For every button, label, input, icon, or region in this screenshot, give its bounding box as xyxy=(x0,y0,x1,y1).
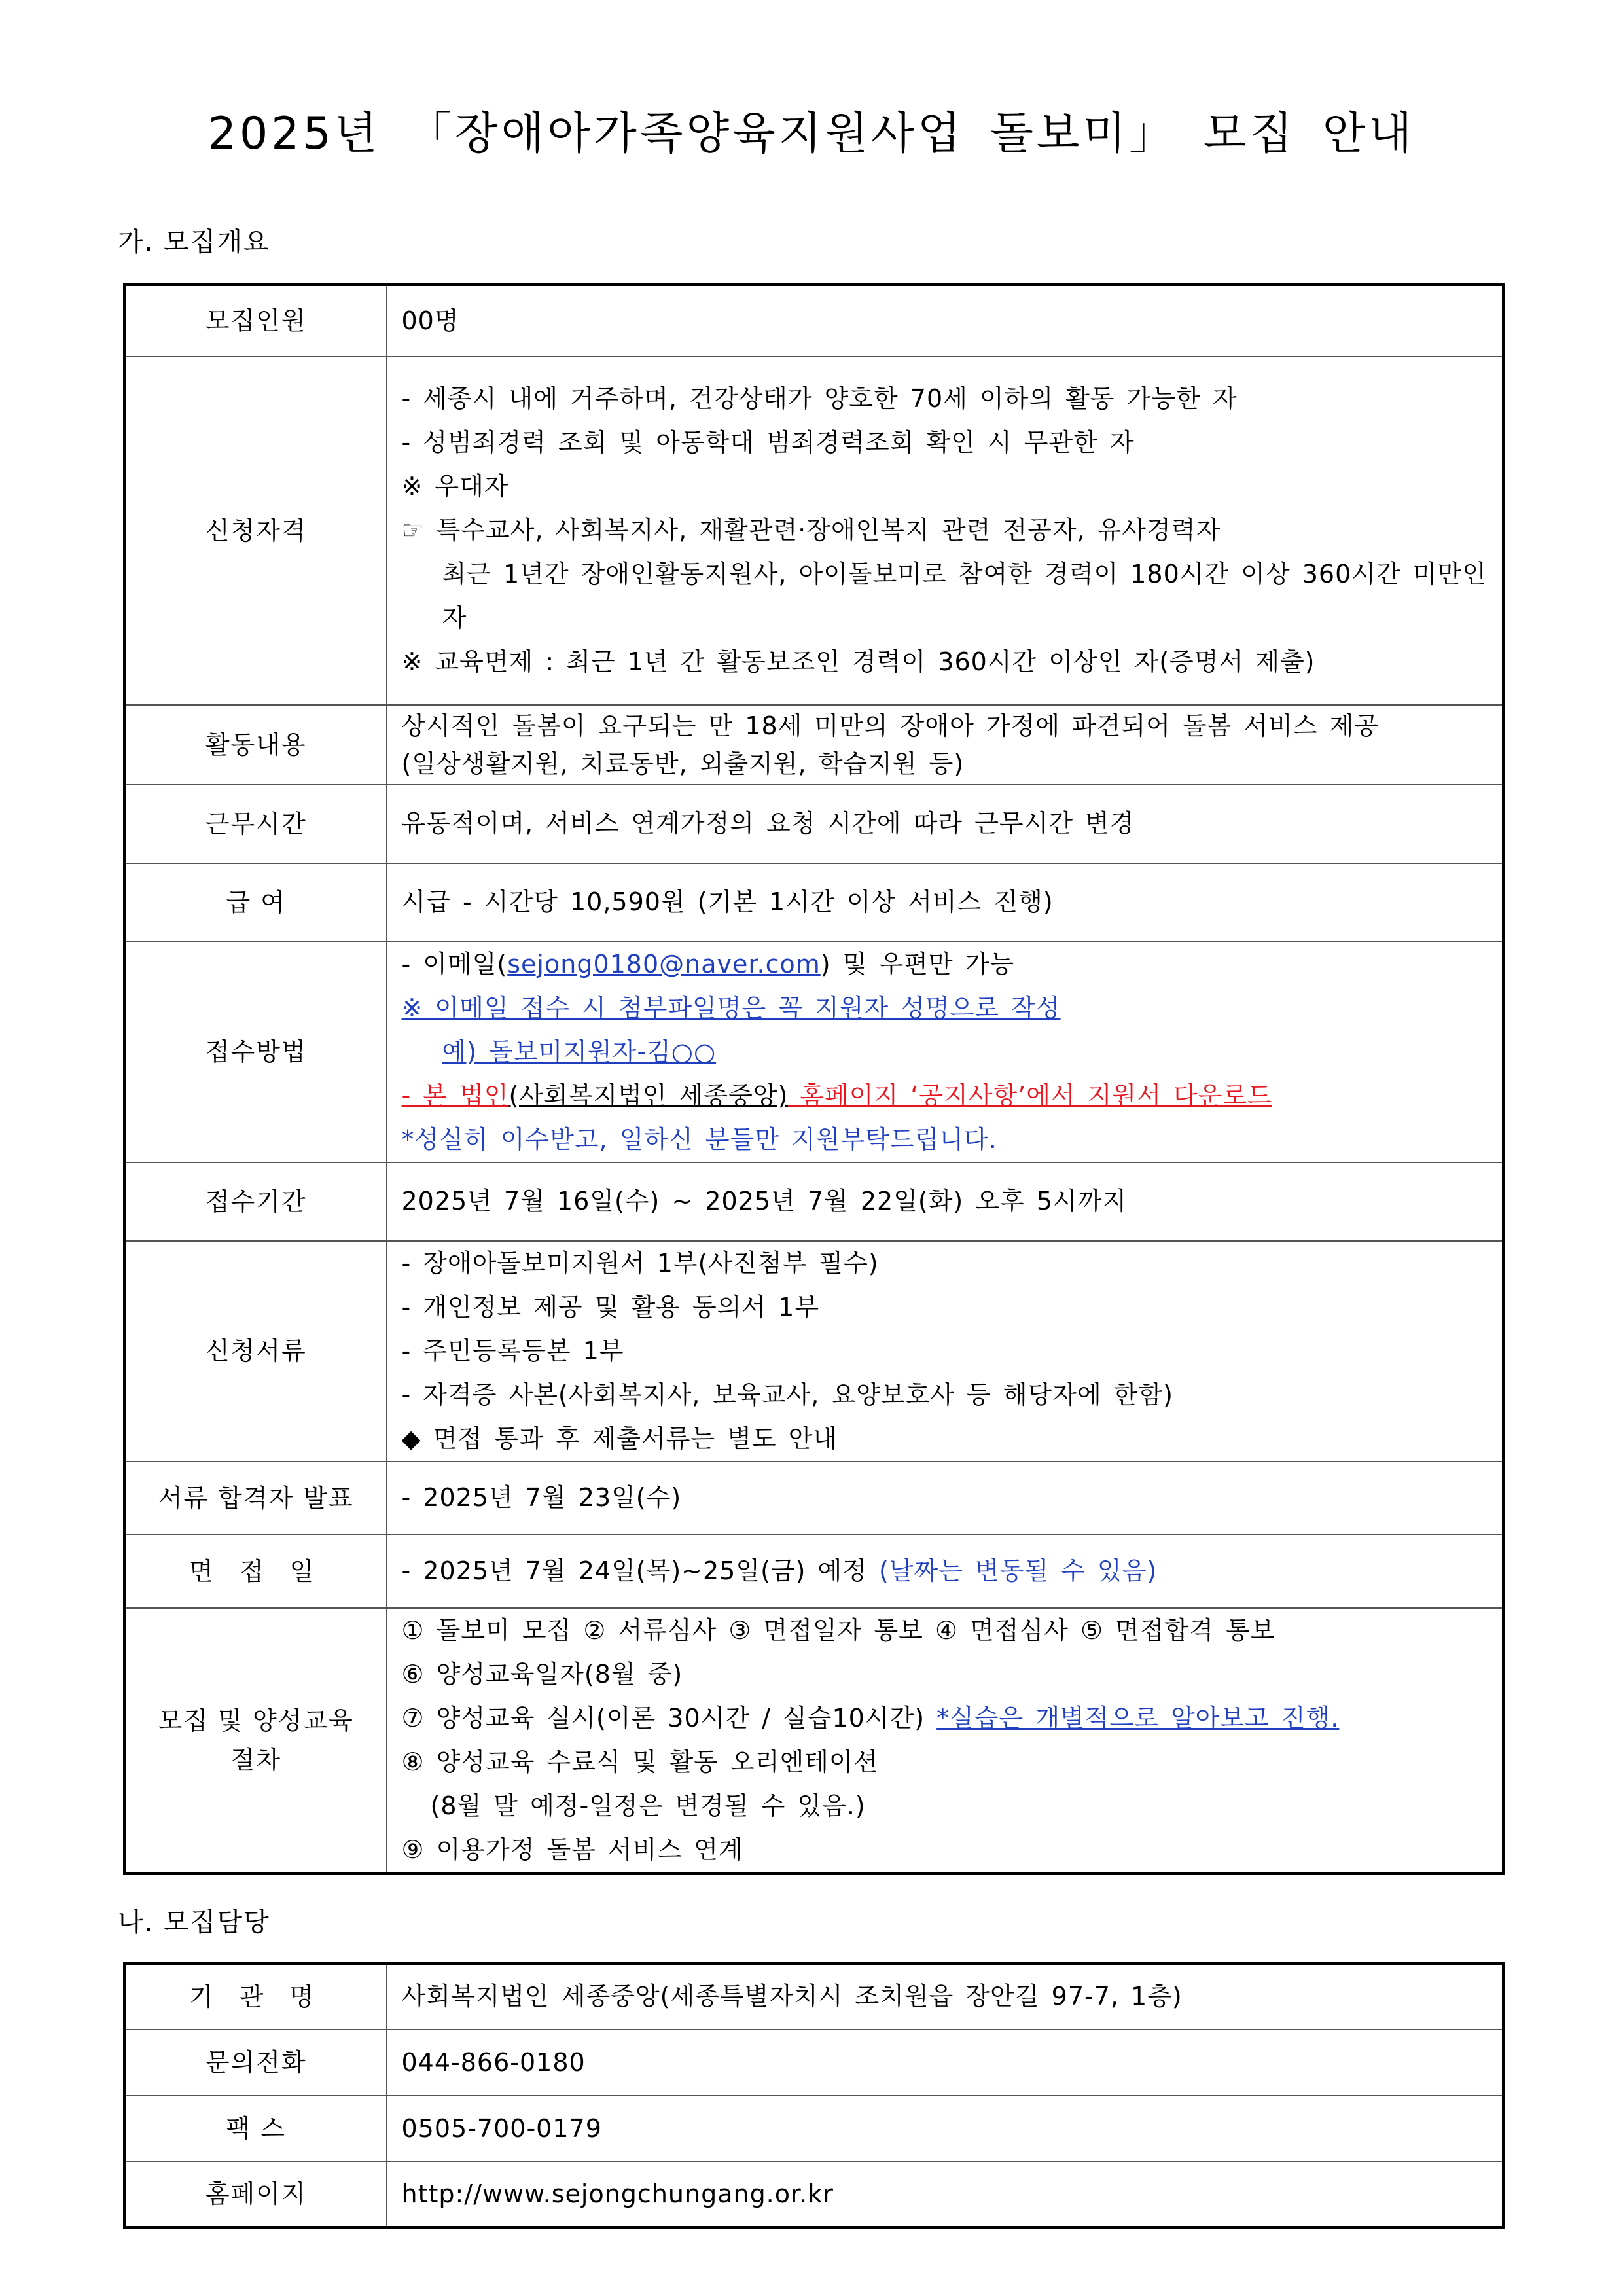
row-recruit-count xyxy=(125,285,1504,357)
row-pay xyxy=(125,863,1504,942)
interview-value xyxy=(387,1535,1504,1608)
documents-line: - 자격증 사본(사회복지사, 보육교사, 요양보호사 등 해당자에 한함) xyxy=(401,1380,1173,1409)
section-heading-overview: 가. 모집개요 xyxy=(118,227,270,257)
recruit-count-label: 모집인원 xyxy=(125,285,387,357)
phone-value: 044-866-0180 xyxy=(387,2030,1504,2096)
interview-label: 면 접 일 xyxy=(125,1535,387,1608)
qualification-line: - 성범죄경력 조회 및 아동학대 범죄경력조회 확인 시 무관한 자 xyxy=(401,428,1135,457)
contact-table xyxy=(123,1962,1505,2229)
section-heading-contact: 나. 모집담당 xyxy=(118,1907,270,1937)
org-value: 사회복지법인 세종중앙(세종특별자치시 조치원읍 장안길 97-7, 1층) xyxy=(387,1964,1504,2030)
email-link[interactable]: sejong0180@naver.com xyxy=(507,949,821,978)
method-download-b: (사회복지법인 세종중앙) xyxy=(508,1081,789,1110)
method-line-download xyxy=(402,1074,1491,1118)
recruit-count-value: 00명 xyxy=(387,285,1504,357)
row-phone xyxy=(125,2030,1504,2096)
org-label: 기 관 명 xyxy=(125,1964,387,2030)
method-email-suffix: ) 및 우편만 가능 xyxy=(820,949,1015,978)
qualification-value xyxy=(387,357,1504,705)
row-org xyxy=(125,1964,1504,2030)
page-title: 2025년 「장애아가족양육지원사업 돌보미」 모집 안내 xyxy=(207,108,1416,160)
row-qualification xyxy=(125,357,1504,705)
qualification-line: ☞ 특수교사, 사회복지사, 재활관련·장애인복지 관련 전공자, 유사경력자 xyxy=(401,516,1221,545)
fax-value: 0505-700-0179 xyxy=(387,2096,1504,2162)
documents-line: - 장애아돌보미지원서 1부(사진첨부 필수) xyxy=(401,1248,879,1278)
qualification-line: - 세종시 내에 거주하며, 건강상태가 양호한 70세 이하의 활동 가능한 자 xyxy=(401,384,1238,413)
row-activity xyxy=(125,705,1504,785)
row-work-hours xyxy=(125,785,1504,863)
work-hours-value: 유동적이며, 서비스 연계가정의 요청 시간에 따라 근무시간 변경 xyxy=(387,785,1504,863)
qualification-line: 최근 1년간 장애인활동지원사, 아이돌보미로 참여한 경력이 180시간 이상 360시간 미만인 자 xyxy=(442,560,1487,632)
row-procedure xyxy=(125,1608,1504,1874)
documents-line: - 개인정보 제공 및 활용 동의서 1부 xyxy=(401,1292,820,1321)
homepage-link[interactable]: http://www.sejongchungang.or.kr xyxy=(387,2162,1504,2228)
interview-note: (날짜는 변동될 수 있음) xyxy=(879,1556,1158,1585)
qualification-line: ※ 교육면제 : 최근 1년 간 활동보조인 경력이 360시간 이상인 자(증명서 제출) xyxy=(401,647,1315,676)
procedure-line: ⑧ 양성교육 수료식 및 활동 오리엔테이션 xyxy=(401,1747,879,1776)
row-fax xyxy=(125,2096,1504,2162)
pay-value: 시급 - 시간당 10,590원 (기본 1시간 이상 서비스 진행) xyxy=(387,863,1504,942)
row-homepage xyxy=(125,2162,1504,2228)
announce-label: 서류 합격자 발표 xyxy=(125,1462,387,1535)
interview-date: - 2025년 7월 24일(목)~25일(금) 예정 xyxy=(401,1556,880,1585)
procedure-label xyxy=(125,1608,387,1874)
procedure-line: ⑥ 양성교육일자(8월 중) xyxy=(401,1659,683,1689)
phone-label: 문의전화 xyxy=(125,2030,387,2096)
activity-line: 상시적인 돌봄이 요구되는 만 18세 미만의 장애아 가정에 파견되어 돌봄 서비스 제공 xyxy=(401,711,1380,740)
method-download-a: - 본 법인 xyxy=(401,1081,509,1110)
row-interview xyxy=(125,1535,1504,1608)
procedure-line: ⑨ 이용가정 돌봄 서비스 연계 xyxy=(401,1835,743,1864)
announce-value: - 2025년 7월 23일(수) xyxy=(387,1462,1504,1535)
procedure-label-line1: 모집 및 양성교육 xyxy=(158,1706,354,1735)
qualification-label: 신청자격 xyxy=(125,357,387,705)
method-line-request: *성실히 이수받고, 일하신 분들만 지원부탁드립니다. xyxy=(401,1124,997,1154)
overview-table xyxy=(123,283,1505,1875)
row-period xyxy=(125,1162,1504,1241)
procedure-value xyxy=(387,1608,1504,1874)
activity-label: 활동내용 xyxy=(125,705,387,785)
procedure-label-line2: 절차 xyxy=(230,1745,281,1774)
row-method xyxy=(125,942,1504,1162)
period-label: 접수기간 xyxy=(125,1162,387,1241)
method-line-example: 예) 돌보미지원자-김○○ xyxy=(442,1037,717,1066)
row-documents xyxy=(125,1241,1504,1462)
work-hours-label: 근무시간 xyxy=(125,785,387,863)
homepage-label: 홈페이지 xyxy=(125,2162,387,2228)
method-line-email xyxy=(402,942,1491,986)
activity-line: (일상생활지원, 치료동반, 외출지원, 학습지원 등) xyxy=(401,749,965,778)
documents-label: 신청서류 xyxy=(125,1241,387,1462)
documents-value xyxy=(387,1241,1504,1462)
method-download-c: 홈페이지 ‘공지사항’에서 지원서 다운로드 xyxy=(788,1081,1272,1110)
documents-line: ◆ 면접 통과 후 제출서류는 별도 안내 xyxy=(401,1424,838,1453)
method-value xyxy=(387,942,1504,1162)
qualification-line: ※ 우대자 xyxy=(401,472,509,501)
fax-label: 팩 스 xyxy=(125,2096,387,2162)
activity-value xyxy=(387,705,1504,785)
procedure-practice-note: *실습은 개별적으로 알아보고 진행. xyxy=(936,1703,1340,1732)
procedure-line: (8월 말 예정-일정은 변경될 수 있음.) xyxy=(430,1791,866,1820)
row-announce xyxy=(125,1462,1504,1535)
procedure-line: ① 돌보미 모집 ② 서류심사 ③ 면접일자 통보 ④ 면접심사 ⑤ 면접합격 통보 xyxy=(401,1615,1275,1645)
period-value: 2025년 7월 16일(수) ~ 2025년 7월 22일(화) 오후 5시까지 xyxy=(387,1162,1504,1241)
documents-line: - 주민등록등본 1부 xyxy=(401,1336,624,1365)
procedure-line xyxy=(402,1696,1491,1740)
procedure-line3: ⑦ 양성교육 실시(이론 30시간 / 실습10시간) xyxy=(401,1703,937,1732)
method-label: 접수방법 xyxy=(125,942,387,1162)
method-line-filename-note: ※ 이메일 접수 시 첨부파일명은 꼭 지원자 성명으로 작성 xyxy=(401,993,1061,1022)
pay-label: 급 여 xyxy=(125,863,387,942)
method-email-prefix: - 이메일( xyxy=(401,949,508,978)
